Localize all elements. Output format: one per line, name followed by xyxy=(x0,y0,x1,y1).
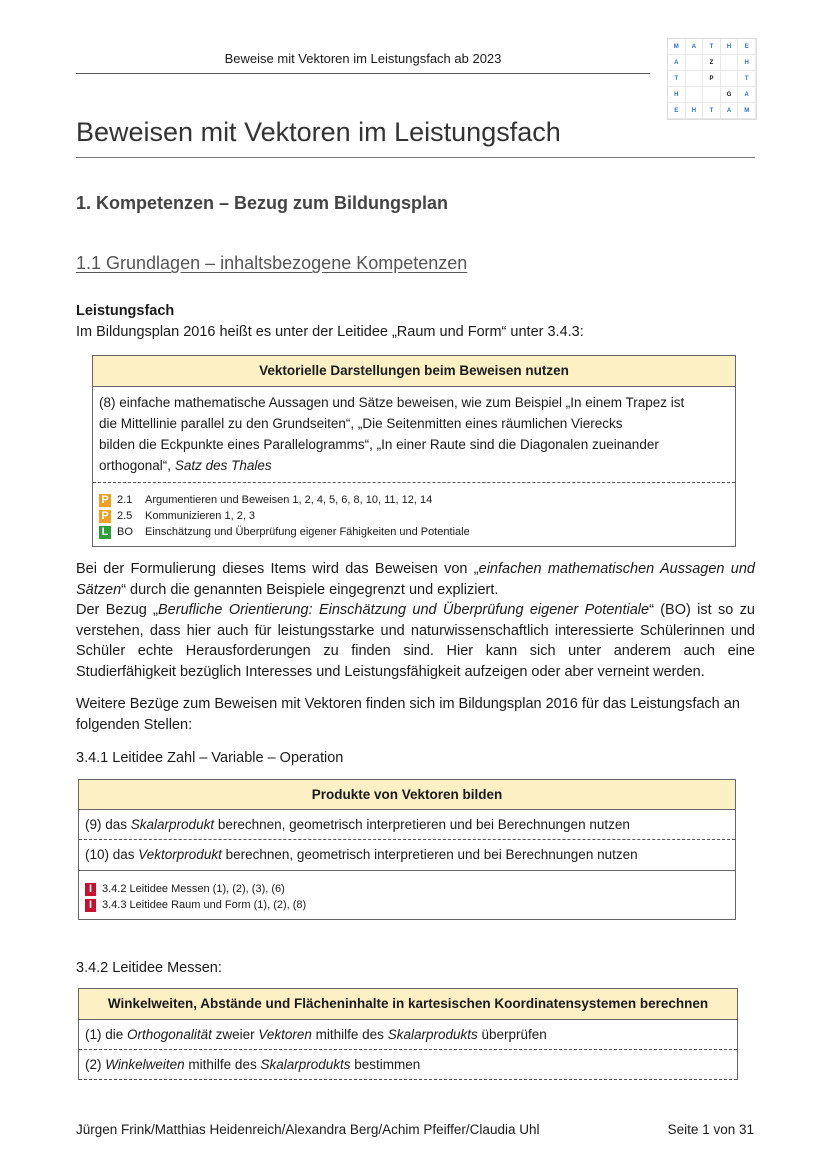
logo-letter: P xyxy=(703,71,721,87)
intro-text: Im Bildungsplan 2016 heißt es unter der Leitidee „Raum und Form“ unter 3.4.3: xyxy=(76,323,584,340)
box-row xyxy=(79,1050,737,1080)
italic-term: Skalarprodukts xyxy=(260,1057,351,1072)
logo-letter xyxy=(721,55,739,71)
reference-code: BO xyxy=(117,525,133,538)
logo-letter: A xyxy=(721,103,739,119)
logo-letter: A xyxy=(738,87,756,103)
process-badge-icon: P xyxy=(99,510,111,523)
logo-letter: G xyxy=(721,87,739,103)
reference-text: Kommunizieren 1, 2, 3 xyxy=(145,509,256,522)
reference-row xyxy=(85,897,729,913)
logo-letter: H xyxy=(668,87,686,103)
text-span: “ (BO) ist so zu verstehen, dass hier auch für leistungsstarke und naturwissenschaftlich interessierte Schülerinnen und Schüler echte Herausforderungen zu finden sind. Hier kann sich unter anderem auch eine Studierfähigkeit bezüglich Interesses und Leistungsfähigkeit aufzeigen oder aber verneint werden. xyxy=(76,602,755,680)
subsection-label: 3.4.1 Leitidee Zahl – Variable – Operation xyxy=(76,750,344,766)
explanation-paragraph xyxy=(76,559,755,682)
italic-term: Satz des Thales xyxy=(174,458,272,473)
logo-letter xyxy=(703,87,721,103)
italic-term: einfachen mathematischen Aussagen und Sätzen xyxy=(76,561,755,598)
box-row xyxy=(79,810,735,840)
text-span: mithilfe des xyxy=(184,1057,261,1072)
subsection-label: 3.4.2 Leitidee Messen: xyxy=(76,960,222,976)
footer-authors: Jürgen Frink/Matthias Heidenreich/Alexandra Berg/Achim Pfeiffer/Claudia Uhl xyxy=(76,1122,540,1137)
reference-text: Einschätzung und Überprüfung eigener Fähigkeiten und Potentiale xyxy=(145,525,470,538)
process-badge-icon: P xyxy=(99,494,111,507)
guideline-badge-icon: L xyxy=(99,526,111,539)
reference-text: 3.4.3 Leitidee Raum und Form (1), (2), (8) xyxy=(102,899,307,911)
italic-term: Skalarprodukt xyxy=(130,817,215,832)
text-span: (1) die xyxy=(85,1027,128,1042)
text-span: orthogonal“, xyxy=(99,458,175,473)
italic-term: Winkelweiten xyxy=(105,1057,185,1072)
logo-letter: A xyxy=(686,39,704,55)
box-row xyxy=(79,840,735,871)
italic-term: Orthogonalität xyxy=(127,1027,212,1042)
section-heading: 1. Kompetenzen – Bezug zum Bildungsplan xyxy=(76,193,449,213)
italic-term: Skalarprodukts xyxy=(387,1027,478,1042)
box-title: Winkelweiten, Abstände und Flächeninhalte in kartesischen Koordinatensystemen berechnen xyxy=(79,989,737,1020)
box-title: Vektorielle Darstellungen beim Beweisen nutzen xyxy=(93,356,735,387)
paragraph-line xyxy=(76,559,755,600)
text-span: berechnen, geometrisch interpretieren und bei Berechnungen nutzen xyxy=(214,817,630,832)
reference-text: 3.4.2 Leitidee Messen (1), (2), (3), (6) xyxy=(102,883,285,895)
reference-code: 2.5 xyxy=(117,509,133,522)
competency-box-messen xyxy=(78,988,738,1080)
box-line: die Mittellinie parallel zu den Grundseiten“, „Die Seitenmitten eines räumlichen Vierecks xyxy=(99,416,623,431)
logo-letter: Z xyxy=(703,55,721,71)
box-title: Produkte von Vektoren bilden xyxy=(79,780,735,810)
reference-row xyxy=(99,524,729,540)
mathe-logo xyxy=(667,38,757,120)
box-line: (8) einfache mathematische Aussagen und Sätze beweisen, wie zum Beispiel „In einem Trapez ist xyxy=(99,395,685,410)
logo-letter: T xyxy=(738,71,756,87)
reference-row xyxy=(85,881,729,897)
italic-term: Berufliche Orientierung: Einschätzung und Überprüfung eigener Potentiale xyxy=(158,602,650,618)
box-row xyxy=(79,1020,737,1050)
logo-letter: T xyxy=(703,103,721,119)
box-references xyxy=(79,871,735,919)
logo-letter: E xyxy=(668,103,686,119)
reference-text: Argumentieren und Beweisen 1, 2, 4, 5, 6, 8, 10, 11, 12, 14 xyxy=(145,493,433,506)
italic-term: Vektoren xyxy=(258,1027,312,1042)
italic-term: Vektorprodukt xyxy=(138,847,222,862)
intro xyxy=(76,301,755,342)
logo-letter: H xyxy=(738,55,756,71)
intro-label: Leistungsfach xyxy=(76,303,175,319)
logo-letter xyxy=(721,71,739,87)
text-span: berechnen, geometrisch interpretieren und bei Berechnungen nutzen xyxy=(221,847,638,862)
paragraph-line xyxy=(76,600,755,682)
header-rule xyxy=(76,73,650,74)
logo-letter xyxy=(686,71,704,87)
box-references xyxy=(93,483,735,546)
logo-letter: E xyxy=(738,39,756,55)
logo-letter xyxy=(686,55,704,71)
text-span: bestimmen xyxy=(350,1057,421,1072)
logo-letter: H xyxy=(721,39,739,55)
box-line: bilden die Eckpunkte eines Parallelogramms“, „In einer Raute sind die Diagonalen zueinander xyxy=(99,437,659,452)
text-span: Bei der Formulierung dieses Items wird das Beweisen von „ xyxy=(76,561,479,577)
logo-letter: T xyxy=(703,39,721,55)
logo-letter: M xyxy=(738,103,756,119)
page-title: Beweisen mit Vektoren im Leistungsfach xyxy=(76,117,561,147)
logo-letter: H xyxy=(686,103,704,119)
logo-letter: T xyxy=(668,71,686,87)
running-header: Beweise mit Vektoren im Leistungsfach ab 2023 xyxy=(224,51,502,66)
footer-page-number: Seite 1 von 31 xyxy=(667,1122,754,1137)
logo-letter: A xyxy=(668,55,686,71)
box-content xyxy=(93,387,735,483)
text-span: überprüfen xyxy=(477,1027,547,1042)
text-span: mithilfe des xyxy=(311,1027,388,1042)
text-span: “ durch die genannten Beispiele eingegrenzt und expliziert. xyxy=(121,581,499,598)
competency-box-vektorielle-darstellungen xyxy=(92,355,736,547)
subsection-heading: 1.1 Grundlagen – inhaltsbezogene Kompetenzen xyxy=(76,253,468,273)
competency-box-produkte xyxy=(78,779,736,920)
text-span: (2) xyxy=(85,1057,106,1072)
content-badge-icon: I xyxy=(85,883,96,896)
further-references-paragraph: Weitere Bezüge zum Beweisen mit Vektoren finden sich im Bildungsplan 2016 für das Leistungsfach an folgenden Stellen: xyxy=(76,696,740,733)
title-rule xyxy=(76,157,755,158)
content-badge-icon: I xyxy=(85,899,96,912)
text-span: (9) das xyxy=(85,817,131,832)
reference-code: 2.1 xyxy=(117,493,133,506)
text-span: Der Bezug „ xyxy=(76,602,158,618)
logo-letter: M xyxy=(668,39,686,55)
text-span: (10) das xyxy=(85,847,139,862)
logo-letter xyxy=(686,87,704,103)
text-span: zweier xyxy=(211,1027,259,1042)
box-line xyxy=(99,455,729,476)
